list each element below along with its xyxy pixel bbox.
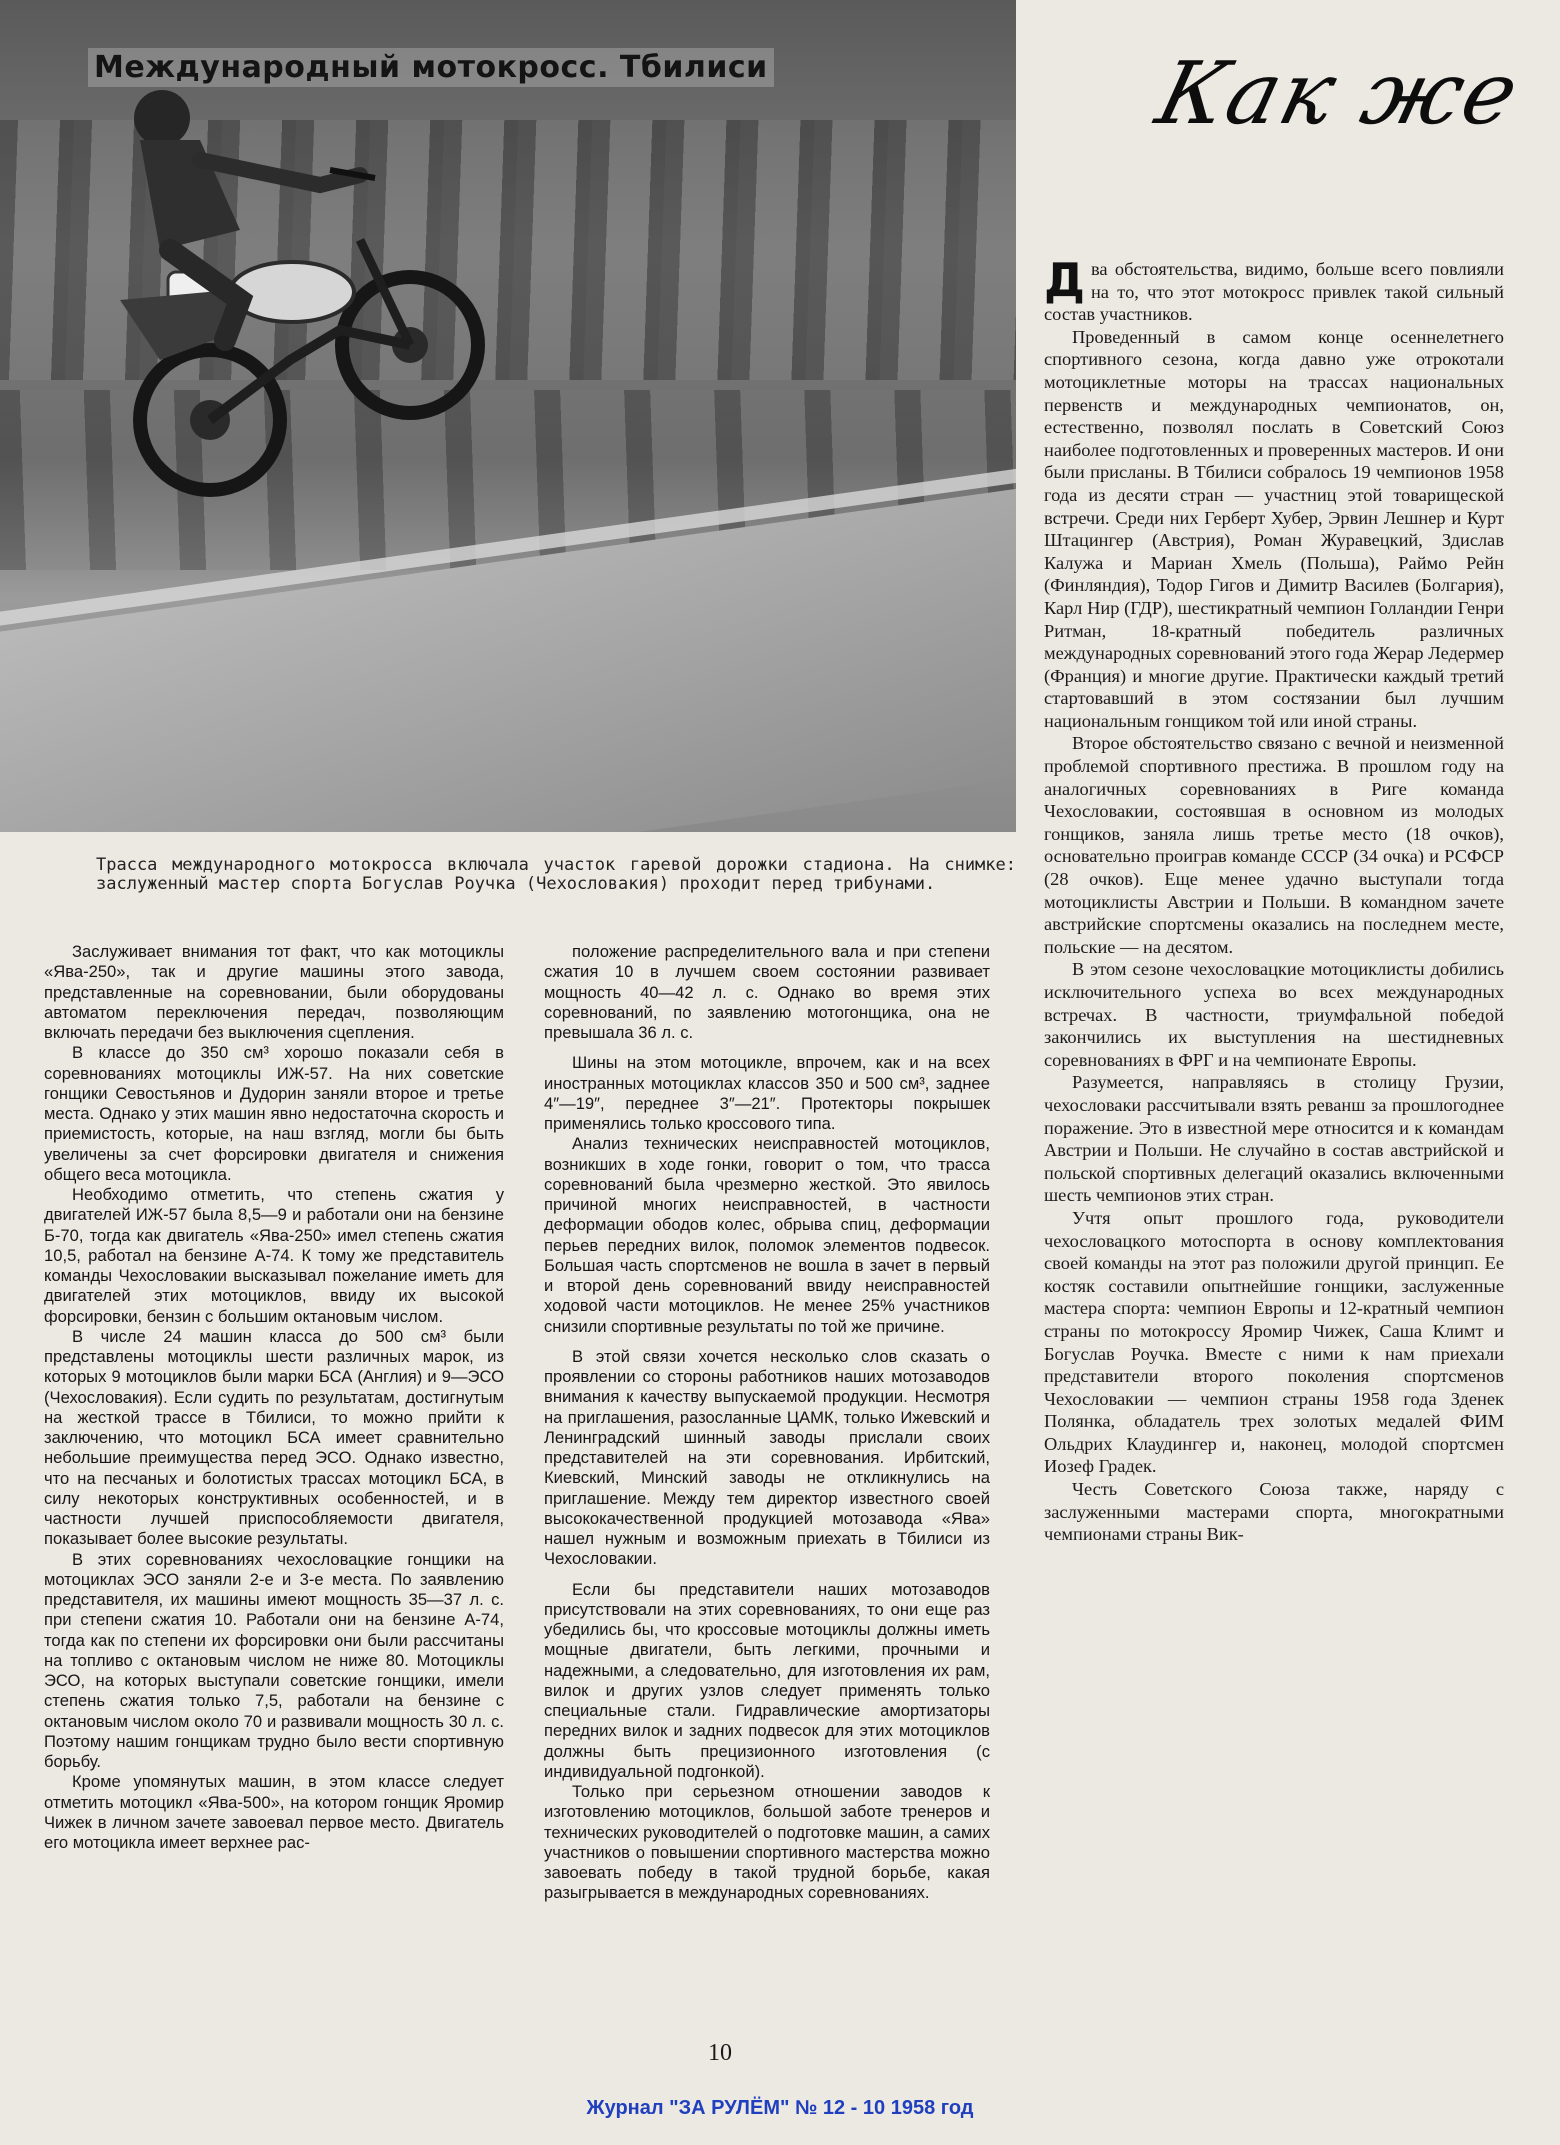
left-paragraph: Кроме упомянутых машин, в этом классе следует отметить мотоцикл «Ява-500», на котором гонщик Яромир Чижек в личном зачете завоевал первое место. Двигатель его мотоцикла имеет верхнее рас- xyxy=(44,1772,504,1852)
right-column xyxy=(1044,253,1504,1546)
left-paragraph: В числе 24 машин класса до 500 см³ были представлены мотоциклы шести различных марок, из которых 9 мотоциклов были марки БСА (Англия) и 9—ЭСО (Чехословакия). Если судить по результатам, достигнутым на жесткой трассе в Тбилиси, то можно прийти к заключению, что мотоцикл БСА имеет сравнительно небольшие преимущества перед ЭСО. Однако известно, что на песчаных и болотистых трассах мотоцикл БСА, в силу некоторых конструктивных особенностей, и в частности лучшей приспособляемости двигателя, показывает более высокие результаты. xyxy=(44,1326,504,1549)
photo-title: Международный мотокросс. Тбилиси xyxy=(88,48,774,87)
fuel-tank xyxy=(230,262,354,322)
right-first-paragraph xyxy=(1044,253,1504,326)
left-paragraph: В классе до 350 см³ хорошо показали себя в соревнованиях мотоциклы ИЖ-57. На них советские гонщики Севостьянов и Дудорин заняли второе и третье места. Однако у этих машин явно недостаточна скорость и приемистость, которые, на наш взгляд, могли бы быть увеличены за счет форсировки двигателя и снижения общего веса мотоцикла. xyxy=(44,1043,504,1184)
helmet xyxy=(134,90,190,146)
left-column xyxy=(44,942,504,1853)
right-paragraph: В этом сезоне чехословацкие мотоциклисты добились исключительного успеха во всех международных встречах. В частности, триумфальной победой закончились их выступления на шестидневных соревнованиях в ФРГ и на чемпионате Европы. xyxy=(1044,959,1504,1070)
left-paragraph: Необходимо отметить, что степень сжатия у двигателей ИЖ-57 была 8,5—9 и работали они на бензине Б-70, тогда как двигатель «Ява-250» имел степень сжатия 10,5, работал на бензине А-74. К тому же представитель команды Чехословакии высказывал пожелание иметь для двигателей этих мотоциклов, ввиду их высокой форсировки, бензин с большим октановым числом. xyxy=(44,1185,504,1326)
left-paragraph: В этих соревнованиях чехословацкие гонщики на мотоциклах ЭСО заняли 2-е и 3-е места. По заявлению представителя, их машины имеют мощность 35—37 л. с. при степени сжатия 10. Работали они на бензине А-74, тогда как по степени их форсировки они были рассчитаны на топливо с октановым числом не ниже 80. Мотоциклы ЭСО, на которых выступали советские гонщики, имели степень сжатия только 7,5, работали на бензине с октановым числом около 70 и развивали мощность 30 л. с. Поэтому нашим гонщикам трудно было вести спортивную борьбу. xyxy=(44,1549,504,1771)
right-paragraph: Честь Советского Союза также, наряду с заслуженными мастерами спорта, многократными чемпионами страны Вик- xyxy=(1044,1479,1504,1545)
footer-credit: Журнал "ЗА РУЛЁМ" № 12 - 10 1958 год xyxy=(586,2097,974,2119)
right-paragraph: Проведенный в самом конце осеннелетнего спортивного сезона, когда давно уже отрокотали мотоциклетные моторы на трассах национальных первенств и международных чемпионатов, он, естественно, позволял послать в Советский Союз наиболее подготовленных и проверенных мастеров. И они были присланы. В Тбилиси собралось 19 чемпионов 1958 года из десяти стран — участниц этой товарищеской встречи. Среди них Герберт Хубер, Эрвин Лешнер и Курт Штацингер (Австрия), Роман Журавецкий, Здислав Калужа и Мариан Хмель (Польша), Раймо Рейн (Финляндия), Тодор Гигов и Димитр Василев (Болгария), Карл Нир (ГДР), шестикратный чемпион Голландии Генри Ритман, 18-кратный победитель различных международных соревнований этого года Жерар Ледермер (Франция) и многие другие. Практически каждый третий стартовавший в этом состязании был лучшим национальным гонщиком той или иной страны. xyxy=(1044,326,1504,731)
right-first-text: ва обстоятельства, видимо, больше всего повлияли на то, что этот мотокросс привлек такой сильный состав участников. xyxy=(1044,259,1504,325)
motorcycle-rider-photo xyxy=(0,0,1016,832)
right-paragraph: Второе обстоятельство связано с вечной и неизменной проблемой спортивного престижа. В прошлом году на аналогичных соревнованиях в Риге команда Чехословакии, состоявшая в основном из молодых гонщиков, заняла лишь третье место (18 очков), основательно проиграв команде СССР (34 очка) и РСФСР (28 очков). Еще менее удачно выступали тогда мотоциклисты Австрии и Польши. В командном зачете австрийские спортсмены оказались на последнем месте, польские — на десятом. xyxy=(1044,733,1504,957)
mid-paragraph: Шины на этом мотоцикле, впрочем, как и на всех иностранных мотоциклах классов 350 и 500 см³, заднее 4″—19″, переднее 3″—21″. Протекторы покрышек применялись только кроссового типа. xyxy=(544,1053,990,1133)
mid-paragraph: Анализ технических неисправностей мотоциклов, возникших в ходе гонки, говорит о том, что трасса соревнований была чрезмерно жесткой. Это явилось причиной многих неисправностей, в частности деформации ободов колес, обрыва спиц, деформации перьев передних вилок, поломок элементов подвесок. Большая часть спортсменов не вошла в зачет в первый и второй день соревнований ввиду неисправностей ходовой части мотоциклов. Не менее 25% участников снизили спортивные результаты по той же причине. xyxy=(544,1134,990,1336)
mid-paragraph: Только при серьезном отношении заводов к изготовлению мотоциклов, большой заботе тренеров и технических руководителей о подготовке машин, а самих участников о повышении спортивного мастерства можно завоевать победу в такой трудной борьбе, какая разыгрывается в международных соревнованиях. xyxy=(544,1782,990,1903)
drop-cap: Д xyxy=(1044,253,1085,307)
middle-column xyxy=(544,942,990,1904)
hero-photo xyxy=(0,0,1016,832)
article-heading: Как же xyxy=(1147,44,1530,144)
left-paragraph: Заслуживает внимания тот факт, что как мотоциклы «Ява-250», так и другие машины этого завода, представленные на соревновании, были оборудованы автоматом переключения передач, позволяющим включать передачи без выключения сцепления. xyxy=(44,942,504,1042)
mid-paragraph: положение распределительного вала и при степени сжатия 10 в лучшем своем состоянии развивает мощность 40—42 л. с. Однако во время этих соревнований, по заявлению мотогонщика, она не превышала 36 л. с. xyxy=(544,942,990,1042)
photo-caption: Трасса международного мотокросса включала участок гаревой дорожки стадиона. На снимке: заслуженный мастер спорта Богуслав Роучка (Чехословакия) проходит перед трибунами. xyxy=(96,855,1016,894)
mid-paragraph: В этой связи хочется несколько слов сказать о проявлении со стороны работников наших мотозаводов внимания к качеству выпускаемой продукции. Несмотря на приглашения, разосланные ЦАМК, только Ижевский и Ленинградский шинный заводы прислали своих представителей на эти соревнования. Ирбитский, Киевский, Минский заводы не откликнулись на приглашение. Между тем директор известного своей высококачественной продукцией мотозавода «Ява» нашел нужным и возможным приехать в Тбилиси из Чехословакии. xyxy=(544,1346,990,1569)
right-paragraph: Разумеется, направляясь в столицу Грузии, чехословаки рассчитывали взять реванш за прошлогоднее поражение. Это в известной мере относится и к командам Австрии и Польши. Не случайно в состав австрийской и польской спортивных делегаций оказались включенными шесть чемпионов этих стран. xyxy=(1044,1072,1504,1206)
mid-paragraph: Если бы представители наших мотозаводов присутствовали на этих соревнованиях, то они еще раз убедились бы, что кроссовые мотоциклы должны иметь мощные двигатели, быть легкими, прочными и надежными, а следовательно, для изготовления их рам, вилок и других узлов следует применять только специальные стали. Гидравлические амортизаторы передних вилок и задних подвесок для этих мотоциклов должны быть прецизионного изготовления (с индивидуальной подгонкой). xyxy=(544,1579,990,1781)
right-paragraph: Учтя опыт прошлого года, руководители чехословацкого мотоспорта в основу комплектования своей команды на этот раз положили другой принцип. Ее костяк составили опытнейшие гонщики, заслуженные мастера спорта: чемпион Европы и 12-кратный чемпион страны по мотокроссу Яромир Чижек, Саша Климт и Богуслав Роучка. Вместе с ними к нам приехали представители второго поколения спортсменов Чехословакии — чемпион страны 1958 года Зденек Полянка, обладатель трех золотых медалей ФИМ Ольдрих Клаудингер и, наконец, молодой спортсмен Иозеф Градек. xyxy=(1044,1207,1504,1477)
page-number: 10 xyxy=(708,2040,732,2066)
